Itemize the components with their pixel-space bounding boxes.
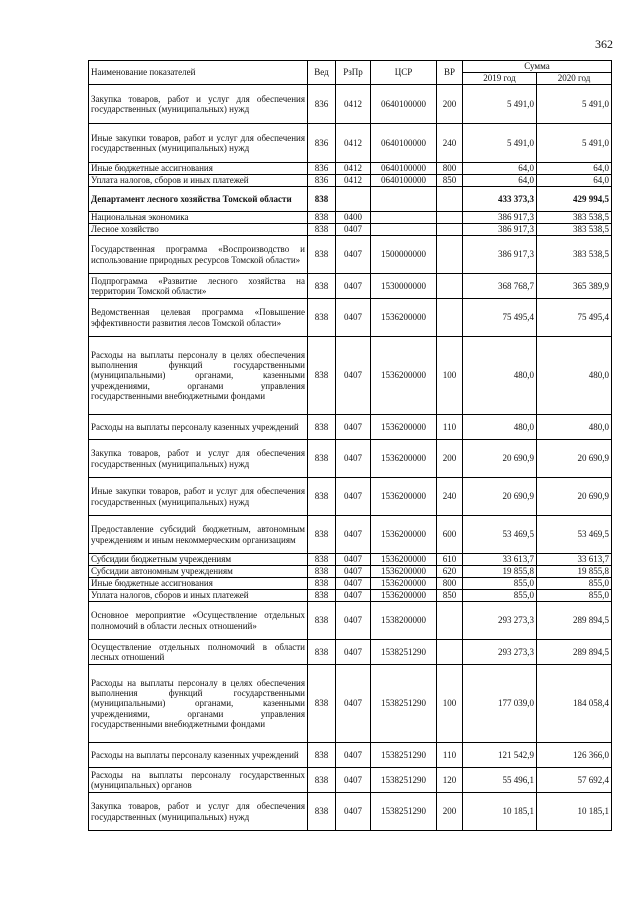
table-row [89,602,612,640]
row-ved: 836 [308,175,336,187]
table-row [89,793,612,831]
table-row [89,163,612,175]
row-amount-2020: 855,0 [537,578,612,590]
table-row [89,743,612,768]
table-header [89,61,612,85]
row-name: Расходы на выплаты персоналу казенных учреждений [89,743,308,768]
row-name: Уплата налогов, сборов и иных платежей [89,590,308,602]
row-amount-2019: 20 690,9 [463,478,537,516]
row-rzpr: 0407 [336,440,371,478]
row-amount-2019: 53 469,5 [463,516,537,554]
row-rzpr: 0407 [336,578,371,590]
row-ved: 838 [308,665,336,743]
row-ved: 838 [308,590,336,602]
row-vr [437,224,463,236]
table-row [89,187,612,212]
row-amount-2020: 5 491,0 [537,124,612,163]
row-ved: 838 [308,602,336,640]
row-amount-2020: 64,0 [537,175,612,187]
row-ved: 838 [308,640,336,665]
row-name: Предоставление субсидий бюджетным, автономным учреждениям и иным некоммерческим организациям [89,516,308,554]
row-amount-2019: 480,0 [463,415,537,440]
row-name: Подпрограмма «Развитие лесного хозяйства на территории Томской области» [89,274,308,299]
row-vr [437,274,463,299]
row-amount-2020: 383 538,5 [537,224,612,236]
row-csr: 1538251290 [371,743,437,768]
row-amount-2019: 64,0 [463,175,537,187]
row-csr: 1538251290 [371,768,437,793]
row-csr: 1536200000 [371,516,437,554]
row-amount-2019: 855,0 [463,590,537,602]
header-csr: ЦСР [371,61,437,85]
row-name: Расходы на выплаты персоналу в целях обеспечения выполнения функций государственными (муниципальными) органами, казенными учреждениями, органами управления государственными внебюджетными фондами [89,337,308,415]
row-csr: 1500000000 [371,236,437,274]
row-amount-2020: 383 538,5 [537,212,612,224]
table-row [89,175,612,187]
row-amount-2020: 365 389,9 [537,274,612,299]
row-amount-2019: 75 495,4 [463,299,537,337]
page-number: 362 [595,37,613,51]
row-ved: 838 [308,768,336,793]
row-name: Основное мероприятие «Осуществление отдельных полномочий в области лесных отношений» [89,602,308,640]
row-csr: 1536200000 [371,578,437,590]
row-csr: 0640100000 [371,85,437,124]
row-vr [437,640,463,665]
table-row [89,768,612,793]
row-amount-2019: 386 917,3 [463,212,537,224]
row-rzpr: 0407 [336,478,371,516]
table-row [89,212,612,224]
row-name: Расходы на выплаты персоналу государственных (муниципальных) органов [89,768,308,793]
row-amount-2019: 855,0 [463,578,537,590]
row-rzpr: 0407 [336,743,371,768]
row-ved: 838 [308,337,336,415]
row-amount-2020: 429 994,5 [537,187,612,212]
row-vr: 120 [437,768,463,793]
table-body [89,85,612,831]
row-csr: 1536200000 [371,440,437,478]
row-vr [437,299,463,337]
row-csr: 1538251290 [371,665,437,743]
row-vr: 100 [437,337,463,415]
row-csr: 1536200000 [371,590,437,602]
row-amount-2020: 20 690,9 [537,478,612,516]
row-name: Национальная экономика [89,212,308,224]
row-ved: 836 [308,85,336,124]
row-csr: 0640100000 [371,163,437,175]
table-row [89,516,612,554]
row-amount-2019: 5 491,0 [463,124,537,163]
row-amount-2019: 10 185,1 [463,793,537,831]
header-year-2019: 2019 год [463,73,537,85]
row-amount-2019: 433 373,3 [463,187,537,212]
row-name: Закупка товаров, работ и услуг для обеспечения государственных (муниципальных) нужд [89,85,308,124]
row-amount-2019: 55 496,1 [463,768,537,793]
row-rzpr: 0407 [336,566,371,578]
row-ved: 838 [308,478,336,516]
row-csr: 1536200000 [371,337,437,415]
row-amount-2019: 121 542,9 [463,743,537,768]
table-row [89,299,612,337]
row-csr: 1536200000 [371,566,437,578]
row-csr: 1536200000 [371,554,437,566]
row-rzpr: 0407 [336,274,371,299]
row-ved: 838 [308,578,336,590]
row-amount-2020: 126 366,0 [537,743,612,768]
table-row [89,566,612,578]
row-csr: 1538251290 [371,640,437,665]
row-csr: 1538251290 [371,793,437,831]
row-rzpr: 0407 [336,768,371,793]
table-row [89,665,612,743]
header-vr: ВР [437,61,463,85]
row-amount-2019: 293 273,3 [463,640,537,665]
row-csr: 1536200000 [371,478,437,516]
row-vr: 110 [437,415,463,440]
row-rzpr: 0412 [336,85,371,124]
row-amount-2019: 19 855,8 [463,566,537,578]
row-amount-2020: 57 692,4 [537,768,612,793]
budget-table [88,60,612,831]
row-amount-2019: 64,0 [463,163,537,175]
row-name: Субсидии бюджетным учреждениям [89,554,308,566]
row-amount-2020: 383 538,5 [537,236,612,274]
row-name: Государственная программа «Воспроизводство и использование природных ресурсов Томской области» [89,236,308,274]
table-row [89,236,612,274]
row-name: Департамент лесного хозяйства Томской области [89,187,308,212]
row-vr: 610 [437,554,463,566]
header-name: Наименование показателей [89,61,308,85]
header-ved: Вед [308,61,336,85]
row-name: Иные бюджетные ассигнования [89,578,308,590]
row-amount-2020: 75 495,4 [537,299,612,337]
row-amount-2020: 480,0 [537,415,612,440]
row-rzpr: 0407 [336,415,371,440]
table-row [89,124,612,163]
row-ved: 838 [308,440,336,478]
row-vr: 110 [437,743,463,768]
row-vr: 200 [437,793,463,831]
row-vr: 200 [437,85,463,124]
header-sum: Сумма [463,61,612,73]
row-rzpr: 0407 [336,516,371,554]
row-amount-2019: 480,0 [463,337,537,415]
row-vr [437,187,463,212]
row-vr [437,236,463,274]
row-vr: 800 [437,163,463,175]
row-rzpr: 0412 [336,175,371,187]
row-rzpr: 0407 [336,793,371,831]
row-ved: 838 [308,793,336,831]
row-rzpr: 0407 [336,665,371,743]
row-csr: 1530000000 [371,274,437,299]
row-amount-2019: 386 917,3 [463,236,537,274]
row-csr [371,224,437,236]
row-amount-2019: 20 690,9 [463,440,537,478]
row-csr: 1536200000 [371,299,437,337]
row-csr [371,212,437,224]
row-amount-2019: 33 613,7 [463,554,537,566]
row-csr: 0640100000 [371,175,437,187]
row-rzpr: 0412 [336,163,371,175]
row-name: Субсидии автономным учреждениям [89,566,308,578]
row-amount-2020: 53 469,5 [537,516,612,554]
row-ved: 838 [308,212,336,224]
row-ved: 838 [308,516,336,554]
row-ved: 838 [308,236,336,274]
row-vr: 240 [437,478,463,516]
row-name: Расходы на выплаты персоналу казенных учреждений [89,415,308,440]
table-row [89,554,612,566]
table-row [89,85,612,124]
row-csr: 1536200000 [371,415,437,440]
row-rzpr: 0407 [336,554,371,566]
row-amount-2020: 33 613,7 [537,554,612,566]
row-vr [437,212,463,224]
row-rzpr: 0407 [336,299,371,337]
row-rzpr: 0407 [336,640,371,665]
row-ved: 836 [308,124,336,163]
row-name: Иные закупки товаров, работ и услуг для обеспечения государственных (муниципальных) нужд [89,124,308,163]
row-amount-2019: 368 768,7 [463,274,537,299]
row-vr: 850 [437,590,463,602]
row-amount-2019: 5 491,0 [463,85,537,124]
row-ved: 838 [308,743,336,768]
row-csr: 0640100000 [371,124,437,163]
row-name: Осуществление отдельных полномочий в области лесных отношений [89,640,308,665]
row-ved: 838 [308,224,336,236]
row-name: Ведомственная целевая программа «Повышение эффективности развития лесов Томской области» [89,299,308,337]
row-name: Лесное хозяйство [89,224,308,236]
row-ved: 838 [308,554,336,566]
row-name: Закупка товаров, работ и услуг для обеспечения государственных (муниципальных) нужд [89,440,308,478]
table-row [89,640,612,665]
row-ved: 838 [308,274,336,299]
row-csr [371,187,437,212]
header-year-2020: 2020 год [537,73,612,85]
row-amount-2019: 177 039,0 [463,665,537,743]
row-amount-2020: 64,0 [537,163,612,175]
table-row [89,337,612,415]
row-rzpr: 0400 [336,212,371,224]
row-amount-2019: 386 917,3 [463,224,537,236]
row-amount-2020: 5 491,0 [537,85,612,124]
row-vr: 240 [437,124,463,163]
row-ved: 838 [308,415,336,440]
row-vr: 100 [437,665,463,743]
row-csr: 1538200000 [371,602,437,640]
row-vr: 620 [437,566,463,578]
row-name: Иные закупки товаров, работ и услуг для обеспечения государственных (муниципальных) нужд [89,478,308,516]
row-name: Закупка товаров, работ и услуг для обеспечения государственных (муниципальных) нужд [89,793,308,831]
row-amount-2019: 293 273,3 [463,602,537,640]
row-vr: 800 [437,578,463,590]
row-amount-2020: 289 894,5 [537,640,612,665]
table-row [89,478,612,516]
row-vr: 850 [437,175,463,187]
row-rzpr: 0407 [336,236,371,274]
row-amount-2020: 10 185,1 [537,793,612,831]
row-ved: 838 [308,187,336,212]
row-amount-2020: 855,0 [537,590,612,602]
row-vr: 600 [437,516,463,554]
row-vr [437,602,463,640]
table-row [89,578,612,590]
row-amount-2020: 289 894,5 [537,602,612,640]
row-rzpr: 0407 [336,602,371,640]
row-rzpr: 0407 [336,337,371,415]
table-row [89,224,612,236]
table-row [89,440,612,478]
row-ved: 836 [308,163,336,175]
row-amount-2020: 20 690,9 [537,440,612,478]
row-name: Иные бюджетные ассигнования [89,163,308,175]
row-name: Уплата налогов, сборов и иных платежей [89,175,308,187]
row-rzpr: 0407 [336,590,371,602]
row-rzpr [336,187,371,212]
table-row [89,415,612,440]
row-amount-2020: 19 855,8 [537,566,612,578]
header-rzpr: РзПр [336,61,371,85]
row-amount-2020: 480,0 [537,337,612,415]
row-rzpr: 0412 [336,124,371,163]
row-ved: 838 [308,299,336,337]
row-rzpr: 0407 [336,224,371,236]
table-row [89,590,612,602]
row-name: Расходы на выплаты персоналу в целях обеспечения выполнения функций государственными (муниципальными) органами, казенными учреждениями, органами управления государственными внебюджетными фондами [89,665,308,743]
table-row [89,274,612,299]
row-vr: 200 [437,440,463,478]
row-amount-2020: 184 058,4 [537,665,612,743]
row-ved: 838 [308,566,336,578]
